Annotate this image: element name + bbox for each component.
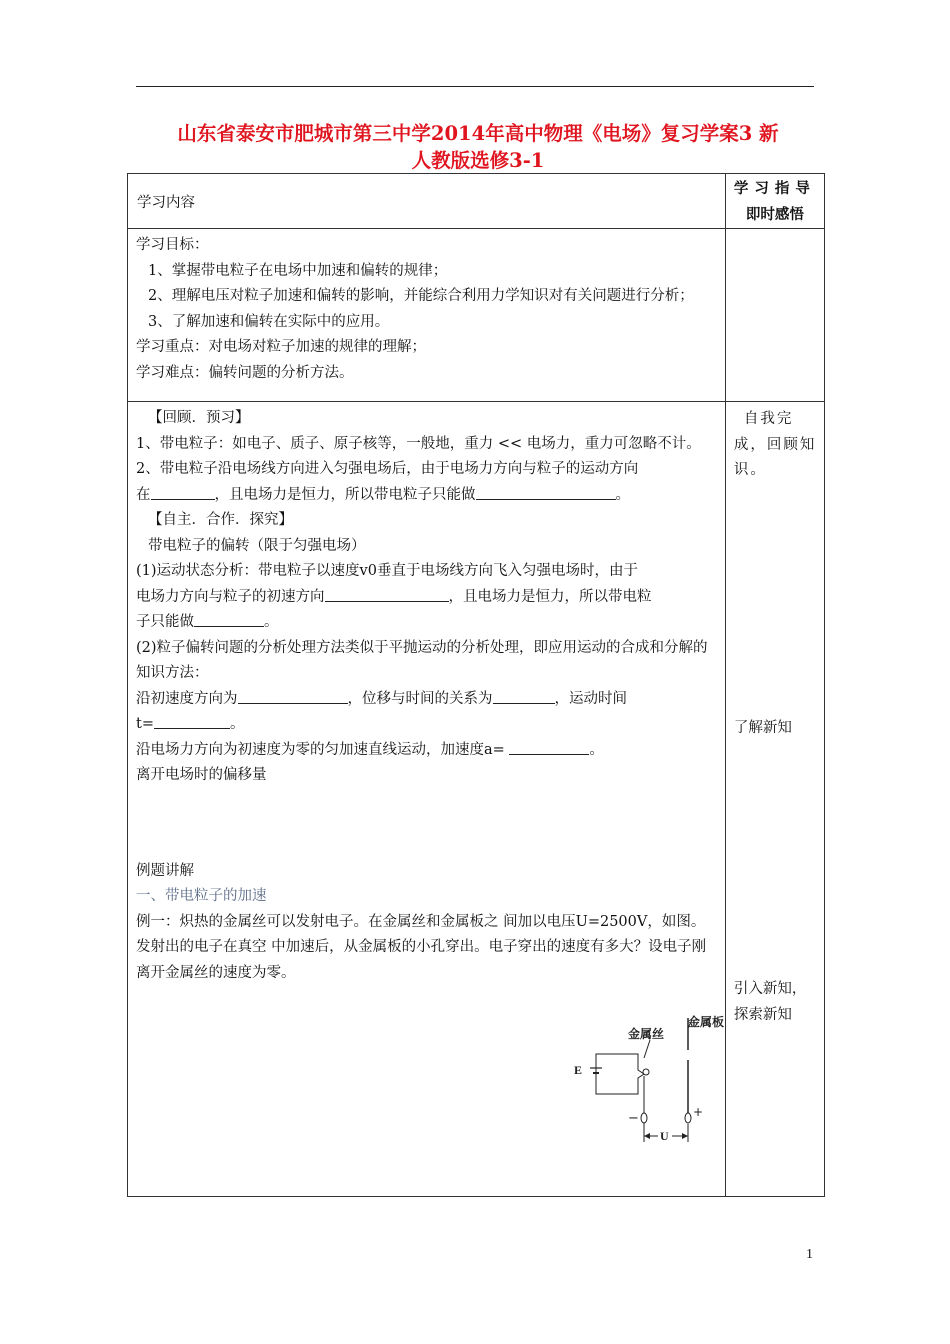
fill-blank-initial-direction[interactable] <box>325 587 449 602</box>
answer-space <box>136 789 719 859</box>
fill-blank-initial-motion[interactable] <box>238 689 348 704</box>
circuit-svg <box>564 1006 734 1166</box>
analysis-4 <box>136 712 719 738</box>
header-guide-line-1: 学习指导 <box>733 180 816 197</box>
wire-pointer <box>644 1040 650 1058</box>
explore-heading: 【自主．合作．探究】 <box>148 512 293 528</box>
section-acceleration: 一、带电粒子的加速 <box>136 888 267 904</box>
label-U: U <box>660 1129 669 1143</box>
p1b-prefix: 电场力方向与粒子的初速方向 <box>136 588 325 605</box>
fill-blank-acceleration[interactable] <box>509 740 589 755</box>
header-rule <box>136 86 814 87</box>
p5-prefix: 沿电场力方向为初速度为零的匀加速直线运动，加速度a= <box>136 741 505 758</box>
header-guide-line-2: 即时感悟 <box>745 206 804 223</box>
objective-item-3: 3、了解加速和偏转在实际中的应用。 <box>148 313 390 330</box>
p3-prefix: 沿初速度方向为 <box>136 690 238 707</box>
p3-mid: ，位移与时间的关系为 <box>347 690 493 707</box>
label-wire: 金属丝 <box>628 1027 665 1041</box>
review-guide-cell <box>725 402 824 1197</box>
analysis-3 <box>136 687 719 713</box>
review-question-2a: 2、带电粒子沿电场线方向进入匀强电场后，由于电场力方向与粒子的运动方向 <box>136 461 639 477</box>
document-title <box>128 120 828 174</box>
table-header-row <box>128 174 825 229</box>
guide-new-knowledge: 了解新知 <box>733 719 792 736</box>
title-line-2: 人教版选修3-1 <box>411 149 545 172</box>
study-table <box>127 173 825 1197</box>
fill-blank-time[interactable] <box>154 714 230 729</box>
deflection-title: 带电粒子的偏转（限于匀强电场） <box>148 537 366 554</box>
review-heading: 【回顾．预习】 <box>148 410 250 426</box>
p4-prefix: t= <box>136 716 154 732</box>
objectives-guide-cell <box>725 229 824 402</box>
page-number: 1 <box>806 1247 813 1262</box>
guide-self-review: 自我完成，回顾知识。 <box>733 411 817 478</box>
objectives-cell <box>128 229 726 402</box>
key-point: 学习重点：对电场对粒子加速的规律的理解； <box>136 339 426 355</box>
objectives-row <box>128 229 825 402</box>
analysis-1c <box>136 610 719 636</box>
review-question-1: 1、带电粒子：如电子、质子、原子核等，一般地，重力 << 电场力，重力可忽略不计。 <box>136 435 701 452</box>
analysis-6: 离开电场时的偏移量 <box>136 767 267 783</box>
fill-blank-q2-direction[interactable] <box>151 485 215 500</box>
review-row <box>128 402 825 1197</box>
difficulty-point: 学习难点：偏转问题的分析方法。 <box>136 364 354 381</box>
analysis-1a: (1)运动状态分析：带电粒子以速度v0垂直于电场线方向飞入匀强电场时，由于 <box>136 563 638 579</box>
analysis-5 <box>136 738 719 764</box>
q2-prefix: 在 <box>136 486 151 503</box>
header-content-cell: 学习内容 <box>128 174 726 229</box>
fill-blank-motion-type[interactable] <box>194 612 264 627</box>
q2-mid: ，且电场力是恒力，所以带电粒子只能做 <box>214 486 476 503</box>
p5-end: 。 <box>589 741 604 758</box>
heater-circuit <box>596 1054 644 1094</box>
label-plus: + <box>693 1105 704 1119</box>
p1b-mid: ，且电场力是恒力，所以带电粒 <box>448 588 652 605</box>
title-line-1: 山东省泰安市肥城市第三中学2014年高中物理《电场》复习学案3 新 <box>177 122 779 145</box>
example-heading: 例题讲解 <box>136 862 194 879</box>
example-1: 例一：炽热的金属丝可以发射电子。在金属丝和金属板之 间加以电压U=2500V，如图。发射出的电子在真空 中加速后，从金属板的小孔穿出。电子穿出的速度有多大？设电子刚离开金属丝的速度为零。 <box>136 913 707 981</box>
header-guide-cell <box>725 174 824 229</box>
objectives-heading: 学习目标： <box>136 237 209 253</box>
label-minus: − <box>628 1111 639 1126</box>
review-cell <box>128 402 726 1197</box>
analysis-1b <box>136 585 719 611</box>
circuit-diagram <box>136 986 725 1186</box>
p3-end: ，运动时间 <box>554 690 627 707</box>
label-E: E <box>574 1063 583 1077</box>
objective-item-1: 1、掌握带电粒子在电场中加速和偏转的规律； <box>148 262 448 279</box>
objective-item-2: 2、理解电压对粒子加速和偏转的影响，并能综合利用力学知识对有关问题进行分析； <box>148 288 694 304</box>
label-plate: 金属板 <box>688 1015 725 1029</box>
p1c-prefix: 子只能做 <box>136 614 194 630</box>
q2-end: 。 <box>615 486 630 503</box>
review-question-2b <box>136 483 719 509</box>
fill-blank-displacement[interactable] <box>493 689 555 704</box>
filament <box>643 1069 649 1075</box>
p1c-end: 。 <box>264 614 279 630</box>
terminal-plus <box>685 1113 691 1123</box>
guide-introduce: 引入新知，探索新知 <box>733 981 807 1023</box>
terminal-minus <box>641 1113 647 1123</box>
fill-blank-q2-motion[interactable] <box>476 485 616 500</box>
p4-end: 。 <box>229 716 245 732</box>
analysis-2: (2)粒子偏转问题的分析处理方法类似于平抛运动的分析处理，即应用运动的合成和分解的知识方法： <box>136 639 708 681</box>
